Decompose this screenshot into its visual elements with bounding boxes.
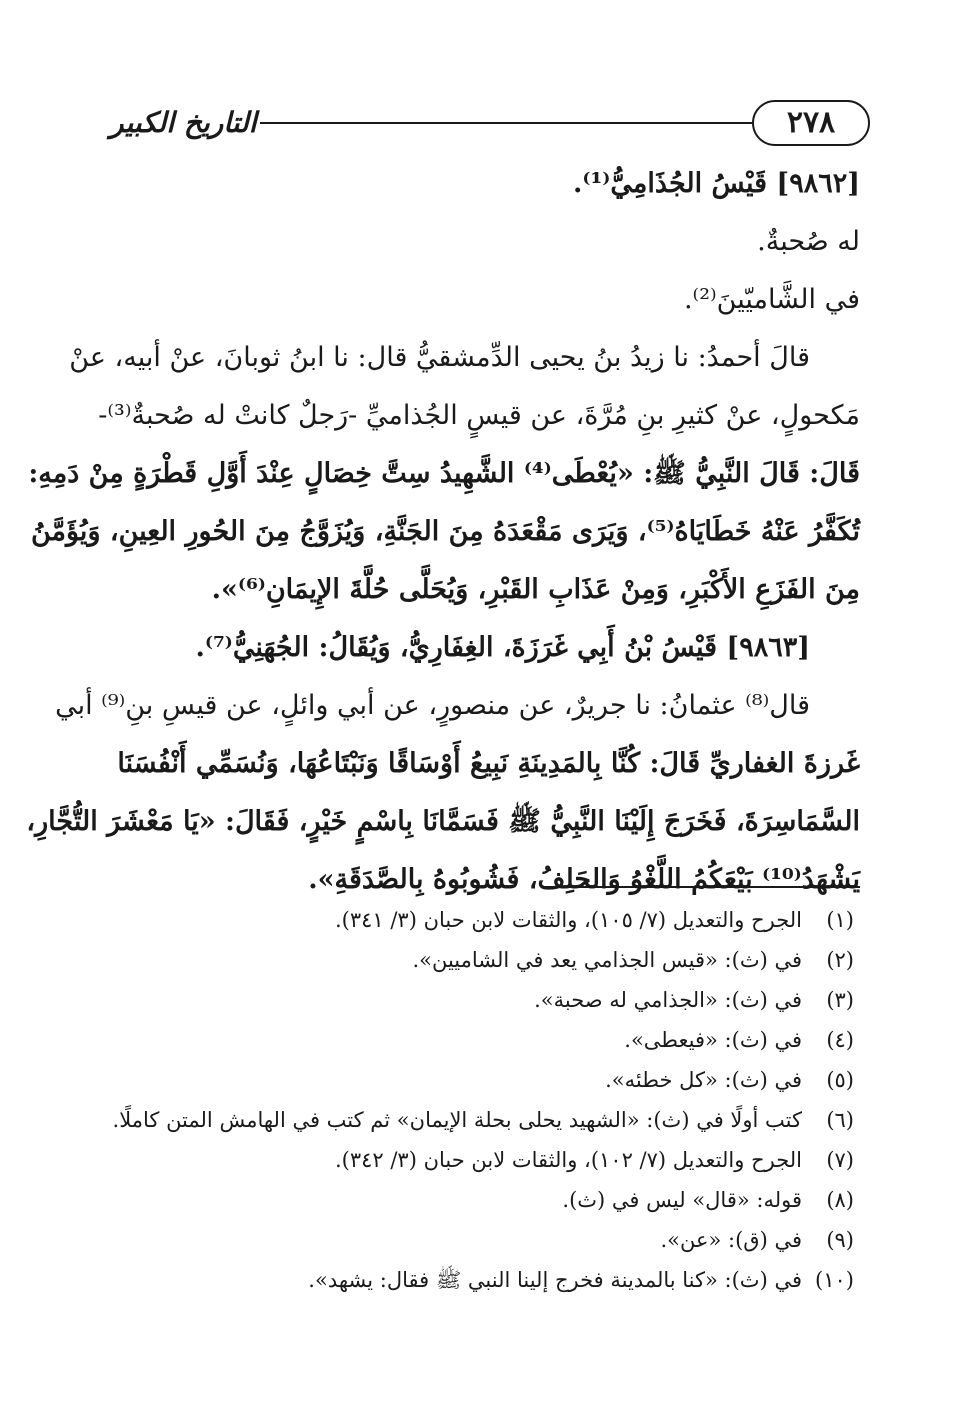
footnote-text: في (ث): «كنا بالمدينة فخرج إلينا النبي ﷺ فقال: يشهد». <box>308 1268 802 1292</box>
hadith-line: مِنَ الفَزَعِ الأَكْبَرِ، وَمِنْ عَذَابِ القَبْرِ، وَيُحَلَّى حُلَّةَ الإِيمَانِ⁽⁶⁾». <box>211 574 860 605</box>
footnote-text: كتب أولًا في (ث): «الشهيد يحلى بحلة الإيمان» ثم كتب في الهامش المتن كاملًا. <box>112 1108 802 1132</box>
text-line: مَكحولٍ، عنْ كثيرِ بنِ مُرَّةَ، عن قيسٍ الجُذاميِّ -رَجلٌ كانتْ له صُحبةٌ⁽³⁾- <box>98 400 860 431</box>
footnote-number: (٢) <box>826 948 854 972</box>
footnote-number: (٧) <box>826 1148 854 1172</box>
footnote-item <box>100 1260 860 1300</box>
footnotes <box>100 900 860 1300</box>
text-line: في الشَّاميّينَ⁽²⁾. <box>683 284 860 315</box>
footnote-item <box>100 1220 860 1260</box>
footnote-number: (٣) <box>826 988 854 1012</box>
entry-heading-9862: [٩٨٦٢] قَيْسُ الجُذَامِيُّ⁽¹⁾. <box>573 168 860 199</box>
footnote-number: (٩) <box>826 1228 854 1252</box>
footnote-number: (١) <box>826 908 854 932</box>
hadith-line: السَّمَاسِرَةَ، فَخَرَجَ إِلَيْنَا النَّبِيُّ ﷺ فَسَمَّانَا بِاسْمٍ خَيْرٍ، فَقَالَ: «يَا مَعْشَرَ التُّجَّارِ، <box>26 806 860 837</box>
main-text <box>26 155 860 909</box>
hadith-line: قَالَ: قَالَ النَّبِيُّ ﷺ: «يُعْطَى⁽⁴⁾ الشَّهِيدُ سِتَّ خِصَالٍ عِنْدَ أَوَّلِ قَطْرَةٍ مِنْ دَمِهِ: <box>28 458 860 489</box>
footnote-text: في (ث): «قيس الجذامي يعد في الشاميين». <box>412 948 802 972</box>
footnote-text: في (ث): «فيعطى». <box>624 1028 802 1052</box>
footnote-text: قوله: «قال» ليس في (ث). <box>562 1188 802 1212</box>
footnote-text: في (ث): «كل خطئه». <box>605 1068 802 1092</box>
hadith-line: يَشْهَدُ⁽¹⁰⁾ بَيْعَكُمُ اللَّغْوُ وَالحَلِفُ، فَشُوبُوهُ بِالصَّدَقَةِ». <box>308 864 860 895</box>
text-line: قالَ أحمدُ: نا زيدُ بنُ يحيى الدِّمشقيُّ قال: نا ابنُ ثوبانَ، عنْ أبيه، عنْ <box>69 342 810 373</box>
page-number-badge: ٢٧٨ <box>752 100 870 146</box>
hadith-line: تُكَفَّرُ عَنْهُ خَطَايَاهُ⁽⁵⁾، وَيَرَى مَقْعَدَهُ مِنَ الجَنَّةِ، وَيُزَوَّجُ مِنَ الحُورِ العِينِ، وَيُؤَمَّنُ <box>30 516 860 547</box>
footnote-number: (٥) <box>826 1068 854 1092</box>
footnote-item <box>100 1060 860 1100</box>
footnote-text: في (ق): «عن». <box>660 1228 802 1252</box>
footnote-item <box>100 1180 860 1220</box>
footnote-number: (٨) <box>826 1188 854 1212</box>
footnote-text: الجرح والتعديل (٧/ ١٠٥)، والثقات لابن حبان (٣/ ٣٤١). <box>334 908 802 932</box>
footnote-item <box>100 1140 860 1180</box>
footnote-item <box>100 1100 860 1140</box>
page-header <box>110 100 870 150</box>
running-title: التاريخ الكبير <box>110 106 257 139</box>
footnote-text: الجرح والتعديل (٧/ ١٠٢)، والثقات لابن حبان (٣/ ٣٤٢). <box>334 1148 802 1172</box>
footnote-item <box>100 1020 860 1060</box>
text-line: له صُحبةٌ. <box>757 226 860 257</box>
hadith-line: غَرزةَ الغفاريِّ قَالَ: كُنَّا بِالمَدِينَةِ نَبِيعُ أَوْسَاقًا وَنَبْتَاعُهَا، وَنُسَمِّي أَنْفُسَنَا <box>117 748 860 779</box>
text-line: قال⁽⁸⁾ عثمانُ: نا جريرٌ، عن منصورٍ، عن أبي وائلٍ، عن قيسِ بنِ⁽⁹⁾ أبي <box>55 690 810 721</box>
footnote-number: (١٠) <box>815 1268 854 1292</box>
footnote-number: (٦) <box>826 1108 854 1132</box>
footnote-separator <box>542 886 860 888</box>
footnote-number: (٤) <box>826 1028 854 1052</box>
footnote-item <box>100 980 860 1020</box>
entry-heading-9863: [٩٨٦٣] قَيْسُ بْنُ أَبِي غَرَزَةَ، الغِفَارِيُّ، وَيُقَالُ: الجُهَنِيُّ⁽⁷⁾. <box>195 632 810 663</box>
header-rule <box>260 122 752 124</box>
footnote-item <box>100 900 860 940</box>
footnote-item <box>100 940 860 980</box>
footnote-text: في (ث): «الجذامي له صحبة». <box>534 988 802 1012</box>
